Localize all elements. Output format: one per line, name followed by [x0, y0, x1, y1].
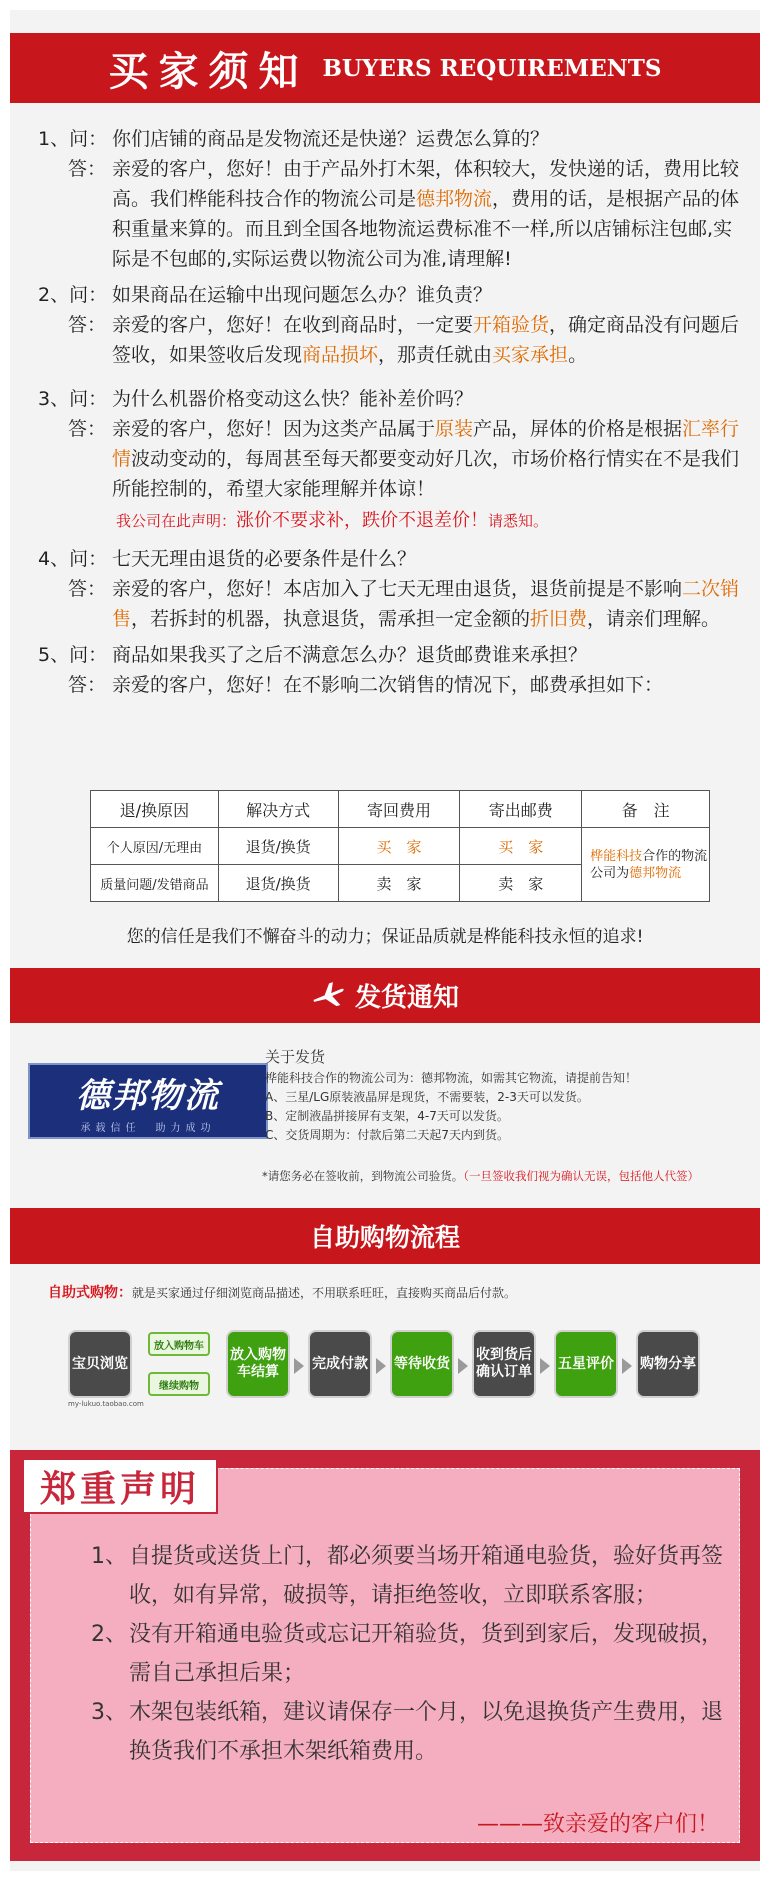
banner-title-en: BUYERS REQUIREMENTS [322, 54, 662, 82]
question-number: 2、问： [38, 284, 108, 306]
table-row [91, 828, 710, 865]
question-text: 如果商品在运输中出现问题怎么办？谁负责？ [112, 284, 493, 306]
answer-text: 亲爱的客户，您好！在收到商品时，一定要开箱验货，确定商品没有问题后签收，如果签收后发现商品损坏，那责任就由买家承担。 [112, 314, 740, 366]
declaration-item: 3、 木架包装纸箱，建议请保存一个月，以免退换货产生费用，退换货我们不承担木架纸箱费用。 [91, 1700, 724, 1764]
question-text: 七天无理由退货的必要条件是什么？ [112, 548, 417, 570]
question-text: 为什么机器价格变动这么快？能补差价吗？ [112, 388, 474, 410]
answer-2 [68, 310, 748, 370]
question-number: 4、问： [38, 548, 108, 570]
question-5 [38, 640, 748, 670]
arrow-icon [540, 1358, 550, 1374]
shipping-line: A、三星/LG原装液晶屏是现货，不需要装，2-3天可以发货。 [265, 1090, 589, 1104]
highlight-text: 二次销售 [112, 578, 740, 630]
question-number: 1、问： [38, 128, 108, 150]
shipping-info [265, 1048, 745, 1145]
shipping-footnote: *请您务必在签收前，到物流公司验货。（一旦签收我们视为确认无误，包括他人代签） [262, 1169, 699, 1183]
table-header: 寄回费用 [338, 791, 460, 828]
table-cell: 个人原因/无理由 [91, 828, 219, 865]
answer-label: 答： [68, 158, 107, 180]
table-cell: 卖 家 [460, 865, 582, 902]
highlight-text: 商品损坏 [302, 344, 379, 366]
flow-step: 购物分享 [636, 1330, 700, 1398]
table-note-cell: 桦能科技合作的物流公司为德邦物流 [582, 828, 710, 902]
flow-step: 等待收货 [390, 1330, 454, 1398]
question-4 [38, 544, 748, 574]
shipping-info-title: 关于发货 [265, 1048, 326, 1066]
question-3 [38, 384, 748, 414]
declaration-item: 1、 自提货或送货上门，都必须要当场开箱通电验货，验好货再签收，如有异常，破损等，请拒绝签收，立即联系客服； [91, 1544, 724, 1608]
question-text: 商品如果我买了之后不满意怎么办？退货邮费谁来承担？ [112, 644, 588, 666]
answer-label: 答： [68, 674, 107, 696]
self-service-description: 自助式购物：就是买家通过仔细浏览商品描述，不用联系旺旺，直接购买商品后付款。 [48, 1285, 517, 1301]
answer-label: 答： [68, 314, 107, 336]
price-notice: 我公司在此声明：涨价不要求补，跌价不退差价！请悉知。 [116, 510, 549, 531]
shipping-banner-title: 发货通知 [354, 983, 459, 1013]
highlight-text: 汇率行情 [112, 418, 740, 470]
answer-text: 亲爱的客户，您好！本店加入了七天无理由退货，退货前提是不影响二次销售，若拆封的机器，执意退货，需承担一定金额的折旧费，请亲们理解。 [112, 578, 740, 630]
answer-5 [68, 670, 748, 700]
table-header: 备 注 [582, 791, 710, 828]
airplane-icon [311, 981, 347, 1011]
flow-mini-continue: 继续购物 [148, 1372, 210, 1396]
table-header: 寄出邮费 [460, 791, 582, 828]
arrow-icon [294, 1358, 304, 1374]
table-cell: 退货/换货 [218, 865, 338, 902]
declaration-body [91, 1537, 741, 1771]
question-2 [38, 280, 748, 310]
shipping-line: C、交货周期为：付款后第二天起7天内到货。 [265, 1128, 510, 1142]
flow-step: 完成付款 [308, 1330, 372, 1398]
table-cell: 卖 家 [338, 865, 460, 902]
flow-step: 收到货后确认订单 [472, 1330, 536, 1398]
shipping-line: B、定制液晶拼接屏有支架，4-7天可以发货。 [265, 1109, 509, 1123]
question-1 [38, 124, 748, 154]
table-cell: 买 家 [460, 828, 582, 865]
question-text: 你们店铺的商品是发物流还是快递？运费怎么算的？ [112, 128, 550, 150]
shopping-flow [68, 1330, 708, 1408]
table-header: 退/换原因 [91, 791, 219, 828]
answer-1 [68, 154, 748, 274]
shipping-notice-banner [10, 968, 760, 1023]
arrow-icon [458, 1358, 468, 1374]
table-cell: 退货/换货 [218, 828, 338, 865]
flow-step: 放入购物车结算 [226, 1330, 290, 1398]
table-header-row [91, 791, 710, 828]
shipping-line: 桦能科技合作的物流公司为：德邦物流，如需其它物流，请提前告知！ [265, 1071, 638, 1085]
banner-title-cn: 买家须知 [108, 48, 309, 95]
flow-step: 宝贝浏览 [68, 1330, 132, 1398]
deppon-logo: 德邦物流 承载信任 助力成功 [28, 1063, 268, 1139]
highlight-text: 折旧费 [530, 608, 588, 630]
declaration-panel [10, 1450, 760, 1861]
highlight-text: 买家承担 [492, 344, 569, 366]
highlight-text: 德邦物流 [416, 188, 493, 210]
question-number: 5、问： [38, 644, 108, 666]
answer-text: 亲爱的客户，您好！在不影响二次销售的情况下，邮费承担如下： [112, 674, 664, 696]
answer-label: 答： [68, 418, 107, 440]
self-service-banner: 自助购物流程 [10, 1208, 760, 1264]
answer-text: 亲爱的客户，您好！因为这类产品属于原装产品，屏体的价格是根据汇率行情波动变动的，每周甚至每天都要变动好几次，市场价格行情实在不是我们所能控制的，希望大家能理解并体谅！ [112, 418, 740, 500]
buyers-requirements-banner [10, 33, 760, 103]
declaration-inner [30, 1468, 740, 1843]
answer-4 [68, 574, 748, 634]
arrow-icon [622, 1358, 632, 1374]
declaration-item: 2、 没有开箱通电验货或忘记开箱验货，货到到家后，发现破损，需自己承担后果； [91, 1622, 724, 1686]
return-policy-table [90, 790, 710, 902]
table-cell: 买 家 [338, 828, 460, 865]
question-number: 3、问： [38, 388, 108, 410]
highlight-text: 开箱验货 [473, 314, 550, 336]
declaration-title: 郑重声明 [22, 1458, 218, 1514]
answer-3 [68, 414, 748, 504]
answer-text: 亲爱的客户，您好！由于产品外打木架，体积较大，发快递的话，费用比较高。我们桦能科技合作的物流公司是德邦物流，费用的话，是根据产品的体积重量来算的。而且到全国各地物流运费标准不一样,所以店铺标注包邮,实际是不包邮的,实际运费以物流公司为准,请理解! [112, 158, 740, 270]
flow-step: 五星评价 [554, 1330, 618, 1398]
shop-url: my-lukuo.taobao.com [68, 1400, 144, 1408]
answer-label: 答： [68, 578, 107, 600]
motto-text: 您的信任是我们不懈奋斗的动力；保证品质就是桦能科技永恒的追求! [126, 927, 644, 947]
qa-section [38, 118, 748, 700]
flow-mini-cart: 放入购物车 [148, 1332, 210, 1356]
declaration-signature: ———致亲爱的客户们！ [476, 1812, 719, 1837]
highlight-text: 原装 [435, 418, 474, 440]
arrow-icon [376, 1358, 386, 1374]
table-header: 解决方式 [218, 791, 338, 828]
table-cell: 质量问题/发错商品 [91, 865, 219, 902]
